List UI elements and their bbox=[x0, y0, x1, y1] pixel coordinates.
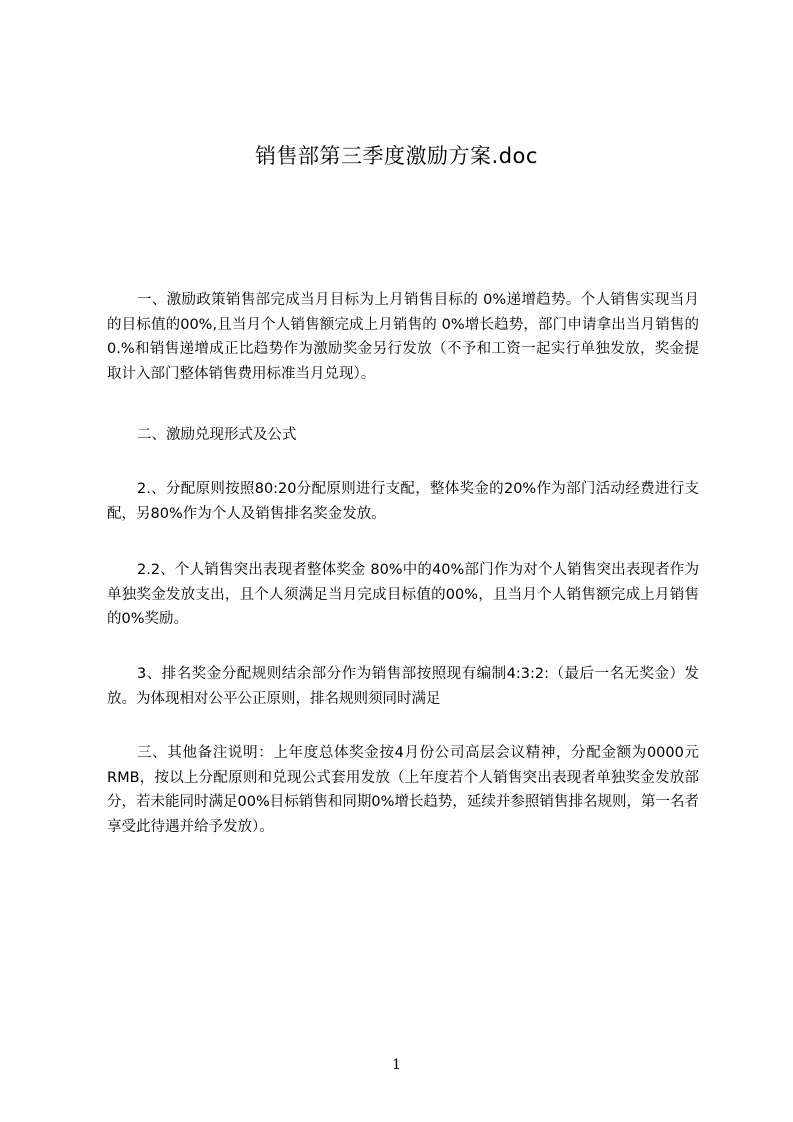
paragraph-ranking-rules: 3、排名奖金分配规则结余部分作为销售部按照现有编制4:3:2:（最后一名无奖金）发放。为体现相对公平公正原则，排名规则须同时满足 bbox=[107, 666, 699, 707]
paragraph-incentive-policy: 一、激励政策销售部完成当月目标为上月销售目标的 0%递增趋势。个人销售实现当月的目标值的00%,且当月个人销售额完成上月销售的 0%增长趋势，部门申请拿出当月销售的0.%和销售递增成正比趋势作为激励奖金另行发放（不予和工资一起实行单独发放，奖金提取计入部门整体销售费用标准当月兑现）。 bbox=[107, 292, 699, 382]
document-title: 销售部第三季度激励方案.doc bbox=[255, 144, 538, 168]
paragraph-section-heading: 二、激励兑现形式及公式 bbox=[137, 427, 297, 443]
paragraph-other-notes: 三、其他备注说明：上年度总体奖金按4月份公司高层会议精神，分配金额为0000元RMB，按以上分配原则和兑现公式套用发放（上年度若个人销售突出表现者单独奖金发放部分，若未能同时满足00%目标销售和同期0%增长趋势，延续并参照销售排名规则，第一名者享受此待遇并给予发放）。 bbox=[107, 745, 699, 835]
page-number: 1 bbox=[392, 1057, 401, 1073]
paragraph-individual-bonus: 2.2、个人销售突出表现者整体奖金 80%中的40%部门作为对个人销售突出表现者作为单独奖金发放支出，且个人须满足当月完成目标值的00%，且当月个人销售额完成上月销售的0%奖励。 bbox=[107, 562, 699, 628]
paragraph-allocation-principle: 2.、分配原则按照80:20分配原则进行支配，整体奖金的20%作为部门活动经费进行支配，另80%作为个人及销售排名奖金发放。 bbox=[107, 481, 699, 522]
